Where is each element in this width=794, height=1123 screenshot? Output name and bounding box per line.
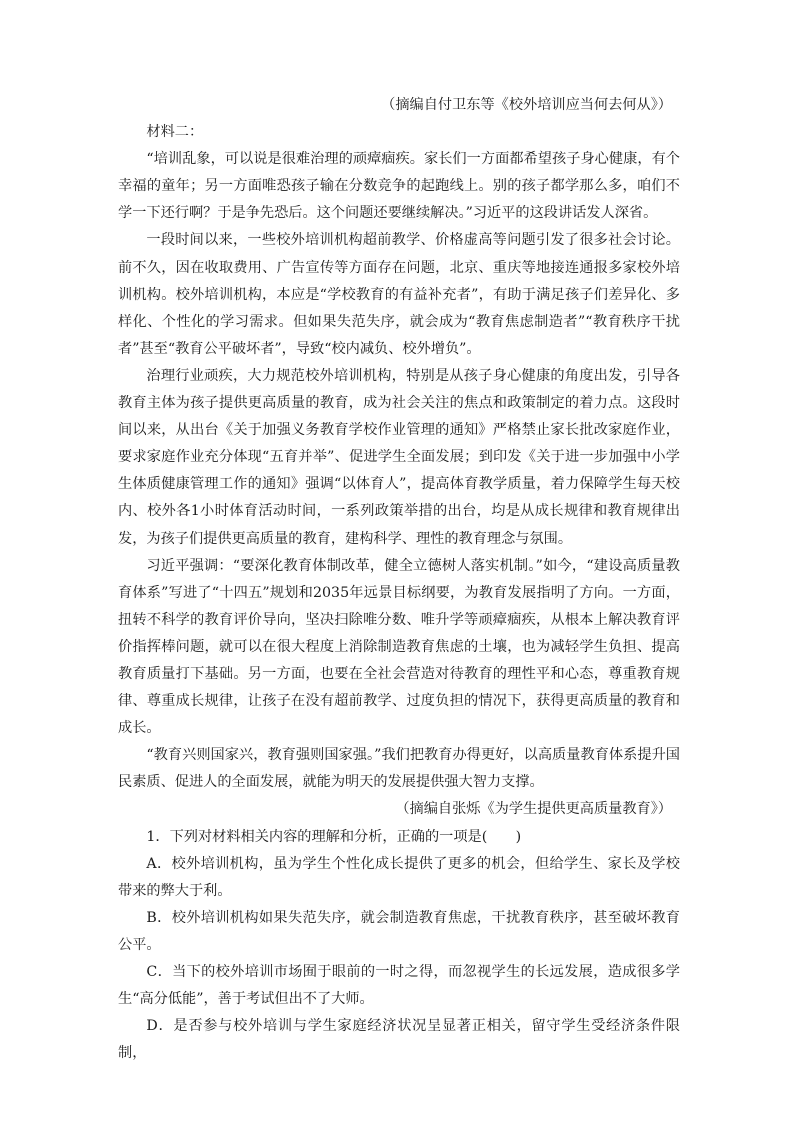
paragraph-4: 习近平强调：“要深化教育体制改革，健全立德树人落实机制。”如今，“建设高质量教育体系”写进了“十四五”规划和2035年远景目标纲要，为教育发展指明了方向。一方面，扭转不科学的教育评价导向，坚决扫除唯分数、唯升学等顽瘴痼疾，从根本上解决教育评价指挥棒问题，就可以在很大程度上消除制造教育焦虑的土壤，也为减轻学生负担、提高教育质量打下基础。另一方面，也要在全社会营造对待教育的理性平和心态，尊重教育规律、尊重成长规律，让孩子在没有超前教学、过度负担的情况下，获得更高质量的教育和成长。 xyxy=(118,557,680,737)
source-citation-2: （摘编自张烁《为学生提供更高质量教育》） xyxy=(395,801,672,818)
paragraph-3: 治理行业顽疾，大力规范校外培训机构，特别是从孩子身心健康的角度出发，引导各教育主体为孩子提供更高质量的教育，成为社会关注的焦点和政策制定的着力点。这段时间以来，从出台《关于加强义务教育学校作业管理的通知》严格禁止家长批改家庭作业，要求家庭作业充分体现“五育并举”、促进学生全面发展；到印发《关于进一步加强中小学生体质健康管理工作的通知》强调“以体育人”，提高体育教学质量，着力保障学生每天校内、校外各1小时体育活动时间，一系列政策举措的出台，均是从成长规律和教育规律出发，为孩子们提供更高质量的教育，建构科学、理性的教育理念与氛围。 xyxy=(118,367,680,547)
option-b: B．校外培训机构如果失范失序，就会制造教育焦虑，干扰教育秩序，甚至破坏教育公平。 xyxy=(118,909,680,953)
option-c: C．当下的校外培训市场囿于眼前的一时之得，而忽视学生的长远发展，造成很多学生“高分低能”，善于考试但出不了大师。 xyxy=(118,964,680,1008)
question-1: 1．下列对材料相关内容的理解和分析，正确的一项是( ) xyxy=(146,828,522,845)
paragraph-1: “培训乱象，可以说是很难治理的顽瘴痼疾。家长们一方面都希望孩子身心健康，有个幸福的童年；另一方面唯恐孩子输在分数竞争的起跑线上。别的孩子都学那么多，咱们不学一下还行啊？于是争先恐后。这个问题还要继续解决。”习近平的这段讲话发人深省。 xyxy=(118,151,680,222)
paragraph-5: “教育兴则国家兴，教育强则国家强。”我们把教育办得更好，以高质量教育体系提升国民素质、促进人的全面发展，就能为明天的发展提供强大智力支撑。 xyxy=(118,747,680,791)
source-citation-1: （摘编自付卫东等《校外培训应当何去何从》） xyxy=(381,97,672,113)
option-a: A．校外培训机构，虽为学生个性化成长提供了更多的机会，但给学生、家长及学校带来的弊大于利。 xyxy=(118,855,680,899)
option-d: D．是否参与校外培训与学生家庭经济状况呈显著正相关，留守学生受经济条件限制， xyxy=(118,1018,680,1062)
document-body xyxy=(118,92,680,1067)
paragraph-2: 一段时间以来，一些校外培训机构超前教学、价格虚高等问题引发了很多社会讨论。前不久，因在收取费用、广告宣传等方面存在问题，北京、重庆等地接连通报多家校外培训机构。校外培训机构，本应是“学校教育的有益补充者”，有助于满足孩子们差异化、多样化、个性化的学习需求。但如果失范失序，就会成为“教育焦虑制造者”“教育秩序干扰者”甚至“教育公平破坏者”，导致“校内减负、校外增负”。 xyxy=(118,232,680,357)
material-two-heading: 材料二： xyxy=(146,124,204,141)
